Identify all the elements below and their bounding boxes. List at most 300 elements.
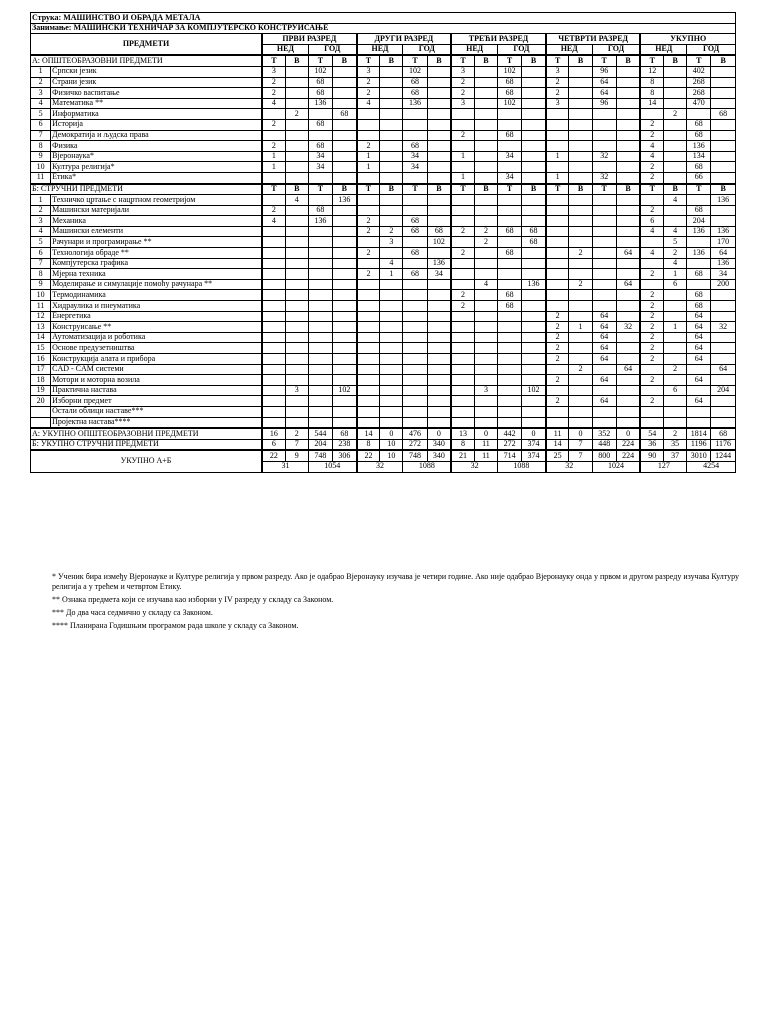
value-cell (616, 406, 640, 417)
value-cell: 2 (640, 269, 663, 280)
value-cell (474, 66, 497, 77)
value-cell (616, 332, 640, 343)
value-cell: 3 (285, 385, 308, 396)
value-cell (308, 258, 332, 269)
value-cell (522, 119, 546, 130)
value-cell: 4 (357, 98, 380, 109)
table-row (31, 119, 736, 130)
value-cell (332, 301, 356, 312)
value-cell (569, 162, 592, 173)
value-cell: 3 (546, 66, 569, 77)
value-cell (474, 205, 497, 216)
grand-total-sum: 32 (546, 461, 592, 472)
value-cell (498, 417, 522, 428)
value-cell: 136 (711, 195, 736, 206)
value-cell: 64 (616, 364, 640, 375)
value-cell (403, 109, 427, 120)
value-cell (664, 88, 687, 99)
value-cell (308, 226, 332, 237)
value-cell: 7 (569, 450, 592, 461)
value-cell (522, 258, 546, 269)
value-cell: 748 (403, 450, 427, 461)
value-cell: 64 (687, 343, 711, 354)
value-cell: 64 (616, 279, 640, 290)
row-number (31, 406, 51, 417)
value-cell: 2 (357, 216, 380, 227)
value-cell (474, 141, 497, 152)
value-cell (498, 396, 522, 407)
value-cell: 1176 (711, 439, 736, 450)
value-cell (332, 364, 356, 375)
table-row (31, 162, 736, 173)
value-cell (522, 205, 546, 216)
subject-name: Страни језик (51, 77, 262, 88)
value-cell (285, 162, 308, 173)
value-cell: 2 (546, 354, 569, 365)
value-cell (569, 195, 592, 206)
row-number: 10 (31, 162, 51, 173)
value-cell (380, 77, 403, 88)
value-cell (332, 162, 356, 173)
value-cell (522, 290, 546, 301)
value-cell (427, 216, 451, 227)
value-cell (380, 172, 403, 183)
value-cell (380, 343, 403, 354)
value-cell (569, 237, 592, 248)
value-cell (451, 364, 474, 375)
value-cell: 64 (687, 332, 711, 343)
value-cell (474, 258, 497, 269)
value-cell: 3 (357, 66, 380, 77)
tv-header-cell: Т (592, 55, 616, 66)
value-cell: 204 (711, 385, 736, 396)
value-cell (285, 364, 308, 375)
value-cell (522, 417, 546, 428)
table-row (31, 375, 736, 386)
value-cell (569, 88, 592, 99)
row-number: 19 (31, 385, 51, 396)
section-b-title: Б: СТРУЧНИ ПРЕДМЕТИ (31, 184, 263, 195)
subject-name: Историја (51, 119, 262, 130)
value-cell: 204 (308, 439, 332, 450)
value-cell: 136 (687, 226, 711, 237)
value-cell (332, 151, 356, 162)
value-cell (569, 290, 592, 301)
value-cell (427, 172, 451, 183)
value-cell (285, 172, 308, 183)
subject-name: Енергетика (51, 311, 262, 322)
value-cell (687, 109, 711, 120)
value-cell: 2 (285, 428, 308, 439)
value-cell: 200 (711, 279, 736, 290)
value-cell: 4 (664, 226, 687, 237)
value-cell (427, 332, 451, 343)
value-cell (546, 406, 569, 417)
row-number: 13 (31, 322, 51, 333)
value-cell (616, 269, 640, 280)
value-cell (664, 119, 687, 130)
value-cell (285, 354, 308, 365)
value-cell (285, 248, 308, 259)
value-cell: 1196 (687, 439, 711, 450)
value-cell (546, 417, 569, 428)
value-cell (451, 354, 474, 365)
value-cell (285, 322, 308, 333)
value-cell (357, 396, 380, 407)
value-cell (640, 109, 663, 120)
value-cell (262, 322, 285, 333)
value-cell: 748 (308, 450, 332, 461)
value-cell (498, 343, 522, 354)
value-cell: 25 (546, 450, 569, 461)
subject-name: Хидраулика и пнеуматика (51, 301, 262, 312)
value-cell: 1244 (711, 450, 736, 461)
value-cell (664, 396, 687, 407)
value-cell (357, 406, 380, 417)
grand-total-sum: 32 (451, 461, 497, 472)
value-cell (640, 364, 663, 375)
footnotes (52, 572, 742, 634)
value-cell (569, 66, 592, 77)
value-cell (427, 375, 451, 386)
value-cell (522, 375, 546, 386)
value-cell: 64 (711, 248, 736, 259)
tv-header-cell: В (664, 55, 687, 66)
value-cell: 204 (687, 216, 711, 227)
value-cell: 68 (308, 141, 332, 152)
value-cell (569, 130, 592, 141)
value-cell (262, 364, 285, 375)
value-cell (427, 130, 451, 141)
value-cell (546, 205, 569, 216)
value-cell (451, 269, 474, 280)
value-cell: 102 (498, 66, 522, 77)
value-cell (380, 311, 403, 322)
value-cell (474, 269, 497, 280)
value-cell (357, 301, 380, 312)
subject-name: Култура религија* (51, 162, 262, 173)
value-cell (711, 290, 736, 301)
value-cell (474, 216, 497, 227)
table-row (31, 354, 736, 365)
tv-header-cell: В (522, 55, 546, 66)
table-row (31, 343, 736, 354)
value-cell: 1 (546, 172, 569, 183)
value-cell (546, 301, 569, 312)
value-cell: 9 (285, 450, 308, 461)
value-cell: 136 (427, 258, 451, 269)
value-cell: 2 (262, 119, 285, 130)
value-cell: 2 (451, 88, 474, 99)
subject-name: Технологија обраде ** (51, 248, 262, 259)
value-cell (380, 332, 403, 343)
value-cell (380, 98, 403, 109)
footnote: *** До два часа седмично у складу са Законом. (52, 608, 213, 617)
row-number: 1 (31, 195, 51, 206)
value-cell: 68 (403, 248, 427, 259)
value-cell (711, 172, 736, 183)
value-cell (332, 119, 356, 130)
value-cell: 0 (522, 428, 546, 439)
footnote: **** Планирана Годишњим програмом рада школе у складу са Законом. (52, 621, 299, 630)
value-cell (332, 130, 356, 141)
value-cell (357, 290, 380, 301)
value-cell (285, 226, 308, 237)
value-cell (357, 195, 380, 206)
value-cell: 2 (546, 375, 569, 386)
value-cell: 2 (451, 226, 474, 237)
value-cell (380, 406, 403, 417)
value-cell (332, 406, 356, 417)
value-cell (569, 77, 592, 88)
value-cell (522, 130, 546, 141)
value-cell (522, 141, 546, 152)
value-cell (357, 237, 380, 248)
value-cell: 1 (569, 322, 592, 333)
value-cell (640, 406, 663, 417)
subject-name: Изборни предмет (51, 396, 262, 407)
tv-header-cell: В (616, 55, 640, 66)
value-cell (711, 332, 736, 343)
value-cell: 68 (427, 226, 451, 237)
value-cell (498, 311, 522, 322)
value-cell (308, 237, 332, 248)
value-cell (592, 109, 616, 120)
value-cell (427, 301, 451, 312)
subject-name: Рачунари и програмирање ** (51, 237, 262, 248)
value-cell (403, 119, 427, 130)
value-cell (569, 332, 592, 343)
value-cell (711, 141, 736, 152)
value-cell (546, 119, 569, 130)
yearly-header: ГОД (498, 44, 546, 55)
value-cell (332, 88, 356, 99)
tv-header-cell: В (569, 184, 592, 195)
value-cell: 1 (664, 322, 687, 333)
table-row (31, 172, 736, 183)
value-cell (427, 162, 451, 173)
subject-name: Српски језик (51, 66, 262, 77)
value-cell: 374 (522, 439, 546, 450)
value-cell (616, 98, 640, 109)
tv-header-cell: Т (403, 55, 427, 66)
subject-name: Остали облици наставе*** (51, 406, 262, 417)
value-cell (285, 130, 308, 141)
subject-name: Мјерна техника (51, 269, 262, 280)
value-cell (616, 258, 640, 269)
value-cell: 68 (308, 205, 332, 216)
value-cell: 2 (569, 248, 592, 259)
value-cell: 2 (546, 396, 569, 407)
value-cell: 2 (640, 172, 663, 183)
value-cell: 64 (592, 77, 616, 88)
grand-total-sum: 32 (357, 461, 403, 472)
value-cell (546, 216, 569, 227)
value-cell: 0 (427, 428, 451, 439)
value-cell (308, 354, 332, 365)
value-cell: 2 (262, 205, 285, 216)
value-cell (380, 162, 403, 173)
value-cell: 4 (664, 258, 687, 269)
value-cell: 68 (711, 109, 736, 120)
row-number: 5 (31, 109, 51, 120)
value-cell (403, 417, 427, 428)
value-cell: 4 (262, 216, 285, 227)
value-cell (427, 195, 451, 206)
value-cell (285, 332, 308, 343)
value-cell: 2 (451, 290, 474, 301)
value-cell (664, 98, 687, 109)
value-cell: 11 (474, 450, 497, 461)
value-cell (308, 269, 332, 280)
table-row (31, 396, 736, 407)
value-cell (285, 237, 308, 248)
value-cell (687, 406, 711, 417)
tv-header-cell: В (285, 55, 308, 66)
value-cell (262, 279, 285, 290)
subject-name: Механика (51, 216, 262, 227)
value-cell: 4 (640, 141, 663, 152)
value-cell (498, 364, 522, 375)
value-cell (308, 311, 332, 322)
tv-header-cell: В (522, 184, 546, 195)
value-cell (592, 258, 616, 269)
value-cell: 306 (332, 450, 356, 461)
value-cell (474, 248, 497, 259)
value-cell (522, 343, 546, 354)
value-cell: 1 (451, 172, 474, 183)
value-cell (616, 66, 640, 77)
value-cell (616, 290, 640, 301)
value-cell (427, 119, 451, 130)
value-cell: 68 (403, 88, 427, 99)
value-cell (592, 406, 616, 417)
value-cell (332, 343, 356, 354)
value-cell (427, 290, 451, 301)
value-cell (357, 364, 380, 375)
subject-name: Термодинамика (51, 290, 262, 301)
value-cell (522, 216, 546, 227)
value-cell: 68 (711, 428, 736, 439)
table-row (31, 322, 736, 333)
tv-header-cell: Т (687, 55, 711, 66)
value-cell (380, 248, 403, 259)
value-cell (357, 205, 380, 216)
row-number: 12 (31, 311, 51, 322)
year-header: ДРУГИ РАЗРЕД (357, 34, 452, 45)
value-cell: 3 (474, 385, 497, 396)
grand-total-sum: 127 (640, 461, 686, 472)
value-cell (569, 385, 592, 396)
value-cell (262, 248, 285, 259)
value-cell (474, 301, 497, 312)
value-cell: 12 (640, 66, 663, 77)
value-cell (474, 172, 497, 183)
row-number: 15 (31, 343, 51, 354)
value-cell (332, 172, 356, 183)
value-cell (427, 109, 451, 120)
value-cell (262, 226, 285, 237)
value-cell: 2 (357, 269, 380, 280)
value-cell: 340 (427, 450, 451, 461)
value-cell (522, 396, 546, 407)
value-cell: 64 (592, 322, 616, 333)
value-cell (285, 66, 308, 77)
value-cell (711, 311, 736, 322)
value-cell (262, 301, 285, 312)
tv-header-cell: Т (451, 55, 474, 66)
value-cell (616, 141, 640, 152)
value-cell: 2 (664, 109, 687, 120)
value-cell (592, 141, 616, 152)
value-cell (546, 109, 569, 120)
tv-header-cell: Т (640, 55, 663, 66)
value-cell: 2 (569, 279, 592, 290)
value-cell (664, 311, 687, 322)
value-cell (451, 109, 474, 120)
subject-name: Машински материјали (51, 205, 262, 216)
value-cell (522, 269, 546, 280)
value-cell (474, 375, 497, 386)
value-cell: 4 (285, 195, 308, 206)
value-cell: 4 (474, 279, 497, 290)
weekly-header: НЕД (357, 44, 403, 55)
yearly-header: ГОД (308, 44, 356, 55)
row-number: 3 (31, 216, 51, 227)
row-number: 16 (31, 354, 51, 365)
value-cell (687, 279, 711, 290)
value-cell (451, 406, 474, 417)
value-cell (332, 269, 356, 280)
value-cell (569, 354, 592, 365)
value-cell (546, 269, 569, 280)
value-cell (262, 237, 285, 248)
table-row (31, 151, 736, 162)
value-cell: 34 (498, 172, 522, 183)
value-cell (285, 151, 308, 162)
value-cell (332, 354, 356, 365)
value-cell (474, 77, 497, 88)
value-cell: 64 (687, 322, 711, 333)
value-cell (711, 66, 736, 77)
value-cell: 66 (687, 172, 711, 183)
value-cell: 68 (498, 130, 522, 141)
value-cell: 64 (592, 311, 616, 322)
value-cell (616, 385, 640, 396)
value-cell (664, 301, 687, 312)
value-cell (285, 205, 308, 216)
value-cell: 64 (592, 396, 616, 407)
value-cell (403, 205, 427, 216)
value-cell (357, 258, 380, 269)
value-cell (380, 141, 403, 152)
value-cell (711, 406, 736, 417)
value-cell: 544 (308, 428, 332, 439)
value-cell: 3 (262, 66, 285, 77)
value-cell (451, 385, 474, 396)
value-cell: 34 (711, 269, 736, 280)
value-cell: 34 (403, 151, 427, 162)
value-cell (522, 311, 546, 322)
value-cell: 2 (640, 396, 663, 407)
value-cell: 4 (262, 98, 285, 109)
value-cell (569, 151, 592, 162)
value-cell (640, 385, 663, 396)
value-cell: 64 (592, 332, 616, 343)
value-cell (592, 290, 616, 301)
value-cell (262, 417, 285, 428)
value-cell (451, 343, 474, 354)
